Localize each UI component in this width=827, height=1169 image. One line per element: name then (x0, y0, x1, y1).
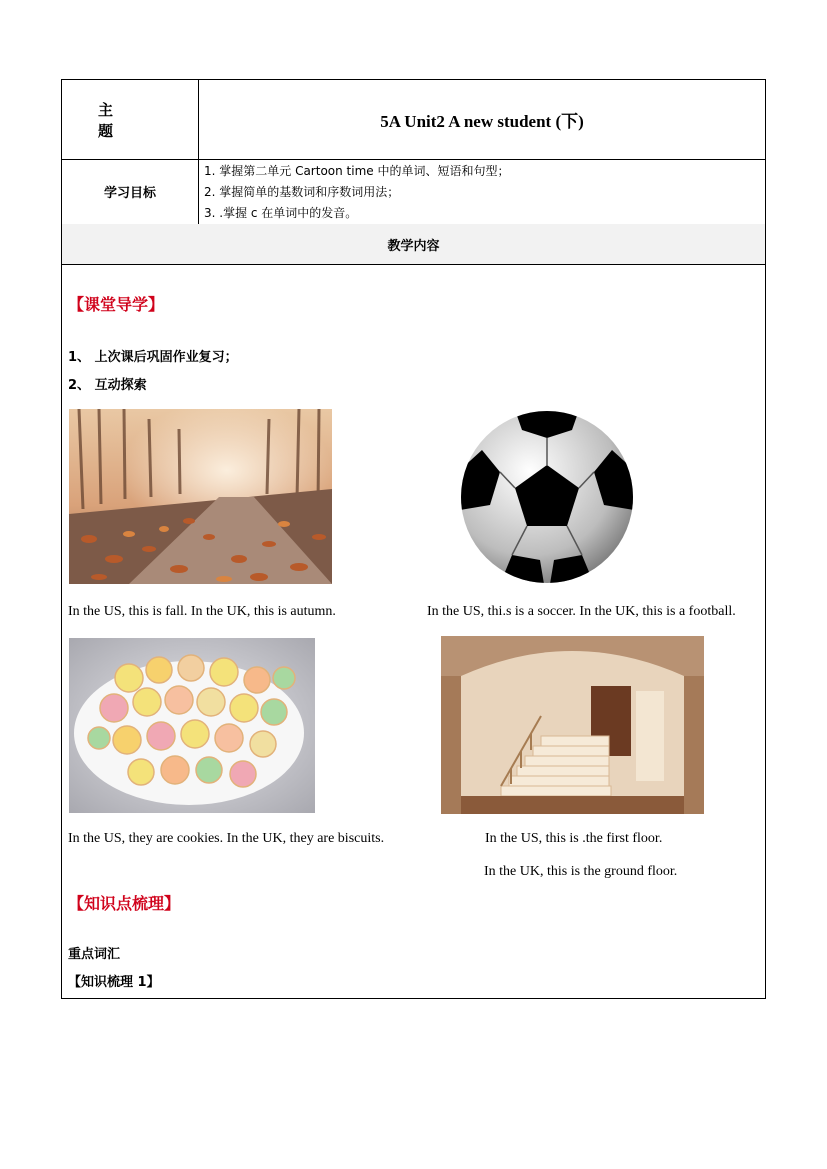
knowledge-point-label: 【知识梳理 1】 (68, 975, 160, 990)
goals-row (62, 159, 765, 225)
caption-soccer: In the US, thi.s is a soccer. In the UK, this is a football. (427, 604, 736, 619)
guide-item-review: 1、 上次课后巩固作业复习； (68, 350, 238, 365)
soccer-ball-image (460, 410, 634, 584)
section-title-guide: 【课堂导学】 (68, 295, 165, 314)
goal-item: 1. 掌握第二单元 Cartoon time 中的单词、短语和句型； (204, 164, 510, 178)
content-header: 教学内容 (387, 238, 440, 254)
key-vocabulary-heading: 重点词汇 (68, 947, 121, 962)
topic-value: 5A Unit2 A new student (下) (380, 112, 584, 131)
cookies-image (69, 638, 315, 813)
goals-list (204, 161, 764, 224)
section-title-knowledge: 【知识点梳理】 (68, 894, 181, 913)
guide-item-explore: 2、 互动探索 (68, 378, 147, 393)
content-header-row (62, 224, 765, 265)
caption-cookies: In the US, they are cookies. In the UK, they are biscuits. (68, 831, 385, 846)
goals-label: 学习目标 (103, 186, 156, 201)
topic-label: 主题 (98, 100, 150, 140)
caption-floor-uk: In the UK, this is the ground floor. (484, 864, 678, 879)
topic-row (62, 80, 765, 160)
column-divider (198, 80, 199, 224)
goal-item: 3. .掌握 c 在单词中的发音。 (204, 206, 358, 220)
caption-floor-us: In the US, this is .the first floor. (485, 831, 663, 846)
caption-fall: In the US, this is fall. In the UK, this is autumn. (68, 604, 336, 619)
goal-item: 2. 掌握简单的基数词和序数词用法； (204, 185, 400, 199)
staircase-interior-image (441, 636, 704, 814)
autumn-road-image (69, 409, 332, 584)
